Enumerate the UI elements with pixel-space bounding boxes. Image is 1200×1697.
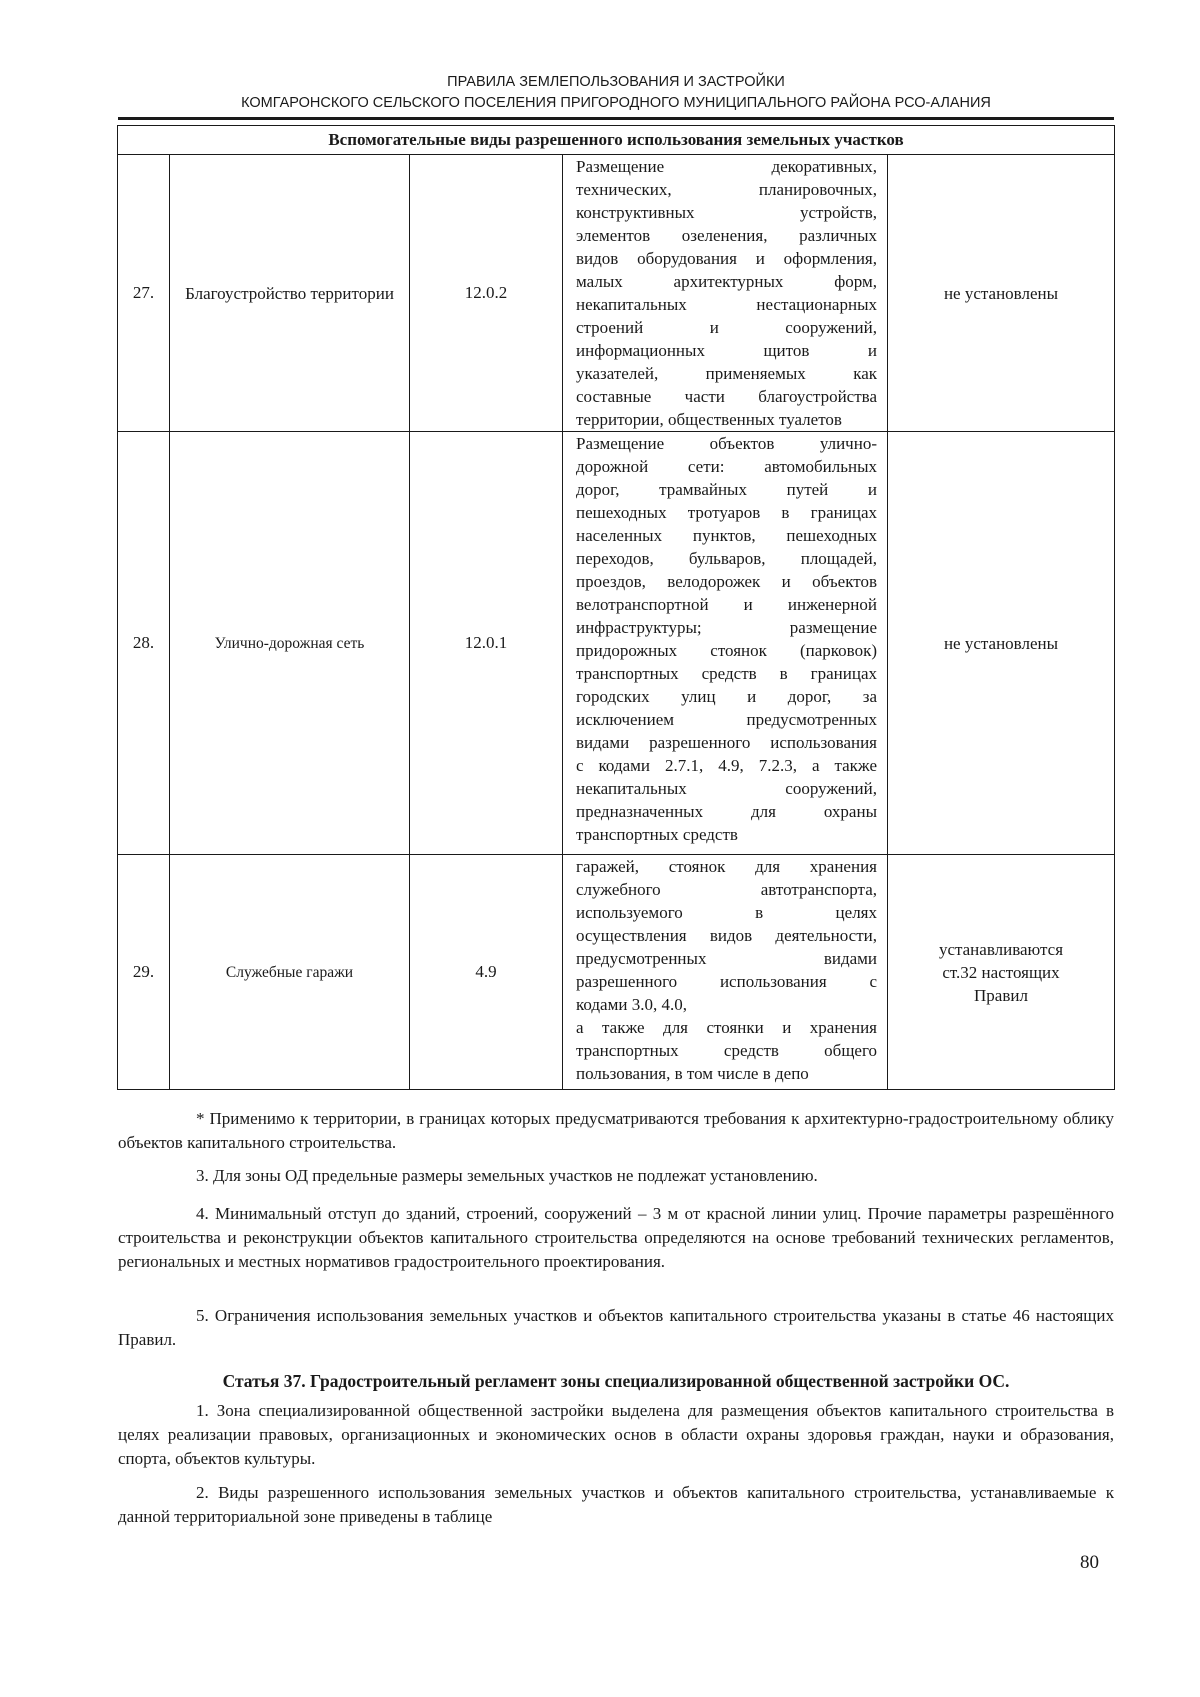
note-paragraph-3: 3. Для зоны ОД предельные размеры земельных участков не подлежат установлению. bbox=[196, 1166, 818, 1185]
use-description: гаражей, стоянок для хранения служебного автотранспорта, используемого в целях осуществления видов деятельности, предусмотренных видами разрешенного использования с кодами 3.0, 4.0, а также для стоянки и хранения транспортных средств общего пользования, в том числе в депо bbox=[563, 855, 888, 1090]
note-paragraph-4: 4. Минимальный отступ до зданий, строений, сооружений – 3 м от красной линии улиц. Прочие параметры разрешённого строительства и реконструкции объектов капитального строительства определяются на основе требований технических регламентов, региональных и местных нормативов градостроительного проектирования. bbox=[118, 1204, 1114, 1271]
use-limits: устанавливаются ст.32 настоящих Правил bbox=[888, 855, 1115, 1090]
header-line-2: КОМГАРОНСКОГО СЕЛЬСКОГО ПОСЕЛЕНИЯ ПРИГОРОДНОГО МУНИЦИПАЛЬНОГО РАЙОНА РСО-АЛАНИЯ bbox=[241, 95, 991, 111]
use-name: Благоустройство территории bbox=[170, 155, 410, 432]
table-caption-row bbox=[118, 126, 1115, 155]
table-row bbox=[118, 432, 1115, 855]
header-divider bbox=[118, 117, 1114, 120]
use-limits: не установлены bbox=[888, 432, 1115, 855]
use-code: 12.0.2 bbox=[410, 155, 563, 432]
table-row bbox=[118, 855, 1115, 1090]
note-asterisk: * Применимо к территории, в границах которых предусматриваются требования к архитектурно-градостроительному облику объектов капитального строительства. bbox=[118, 1109, 1114, 1152]
use-name: Служебные гаражи bbox=[170, 855, 410, 1090]
article-37-paragraph-1: 1. Зона специализированной общественной застройки выделена для размещения объектов капитального строительства в целях реализации правовых, организационных и экономических основ в области охраны здоровья граждан, науки и образования, спорта, объектов культуры. bbox=[118, 1401, 1114, 1468]
use-code: 4.9 bbox=[410, 855, 563, 1090]
use-description: Размещение объектов улично- дорожной сети: автомобильных дорог, трамвайных путей и пешеходных тротуаров в границах населенных пунктов, пешеходных переходов, бульваров, площадей, проездов, велодорожек и объектов велотранспортной и инженерной инфраструктуры; размещение придорожных стоянок (парковок) транспортных средств в границах городских улиц и дорог, за исключением предусмотренных видами разрешенного использования с кодами 2.7.1, 4.9, 7.2.3, а также некапитальных сооружений, предназначенных для охраны транспортных средств bbox=[563, 432, 888, 855]
page-number: 80 bbox=[1080, 1552, 1099, 1573]
permitted-use-table bbox=[117, 125, 1115, 1090]
row-number: 29. bbox=[118, 855, 170, 1090]
row-number: 27. bbox=[118, 155, 170, 432]
use-name: Улично-дорожная сеть bbox=[170, 432, 410, 855]
table-row bbox=[118, 155, 1115, 432]
note-paragraph-5: 5. Ограничения использования земельных участков и объектов капитального строительства указаны в статье 46 настоящих Правил. bbox=[118, 1306, 1114, 1349]
article-37-paragraph-2: 2. Виды разрешенного использования земельных участков и объектов капитального строительства, устанавливаемые к данной территориальной зоне приведены в таблице bbox=[118, 1483, 1114, 1526]
use-limits: не установлены bbox=[888, 155, 1115, 432]
header-line-1: ПРАВИЛА ЗЕМЛЕПОЛЬЗОВАНИЯ И ЗАСТРОЙКИ bbox=[447, 74, 785, 90]
row-number: 28. bbox=[118, 432, 170, 855]
article-37-title: Статья 37. Градостроительный регламент зоны специализированной общественной застройки ОС. bbox=[222, 1371, 1010, 1391]
use-description: Размещение декоративных, технических, планировочных, конструктивных устройств, элементов озеленения, различных видов оборудования и оформления, малых архитектурных форм, некапитальных нестационарных строений и сооружений, информационных щитов и указателей, применяемых как составные части благоустройства территории, общественных туалетов bbox=[563, 155, 888, 432]
page-header bbox=[118, 72, 1114, 114]
table-caption: Вспомогательные виды разрешенного использования земельных участков bbox=[118, 126, 1115, 155]
use-code: 12.0.1 bbox=[410, 432, 563, 855]
